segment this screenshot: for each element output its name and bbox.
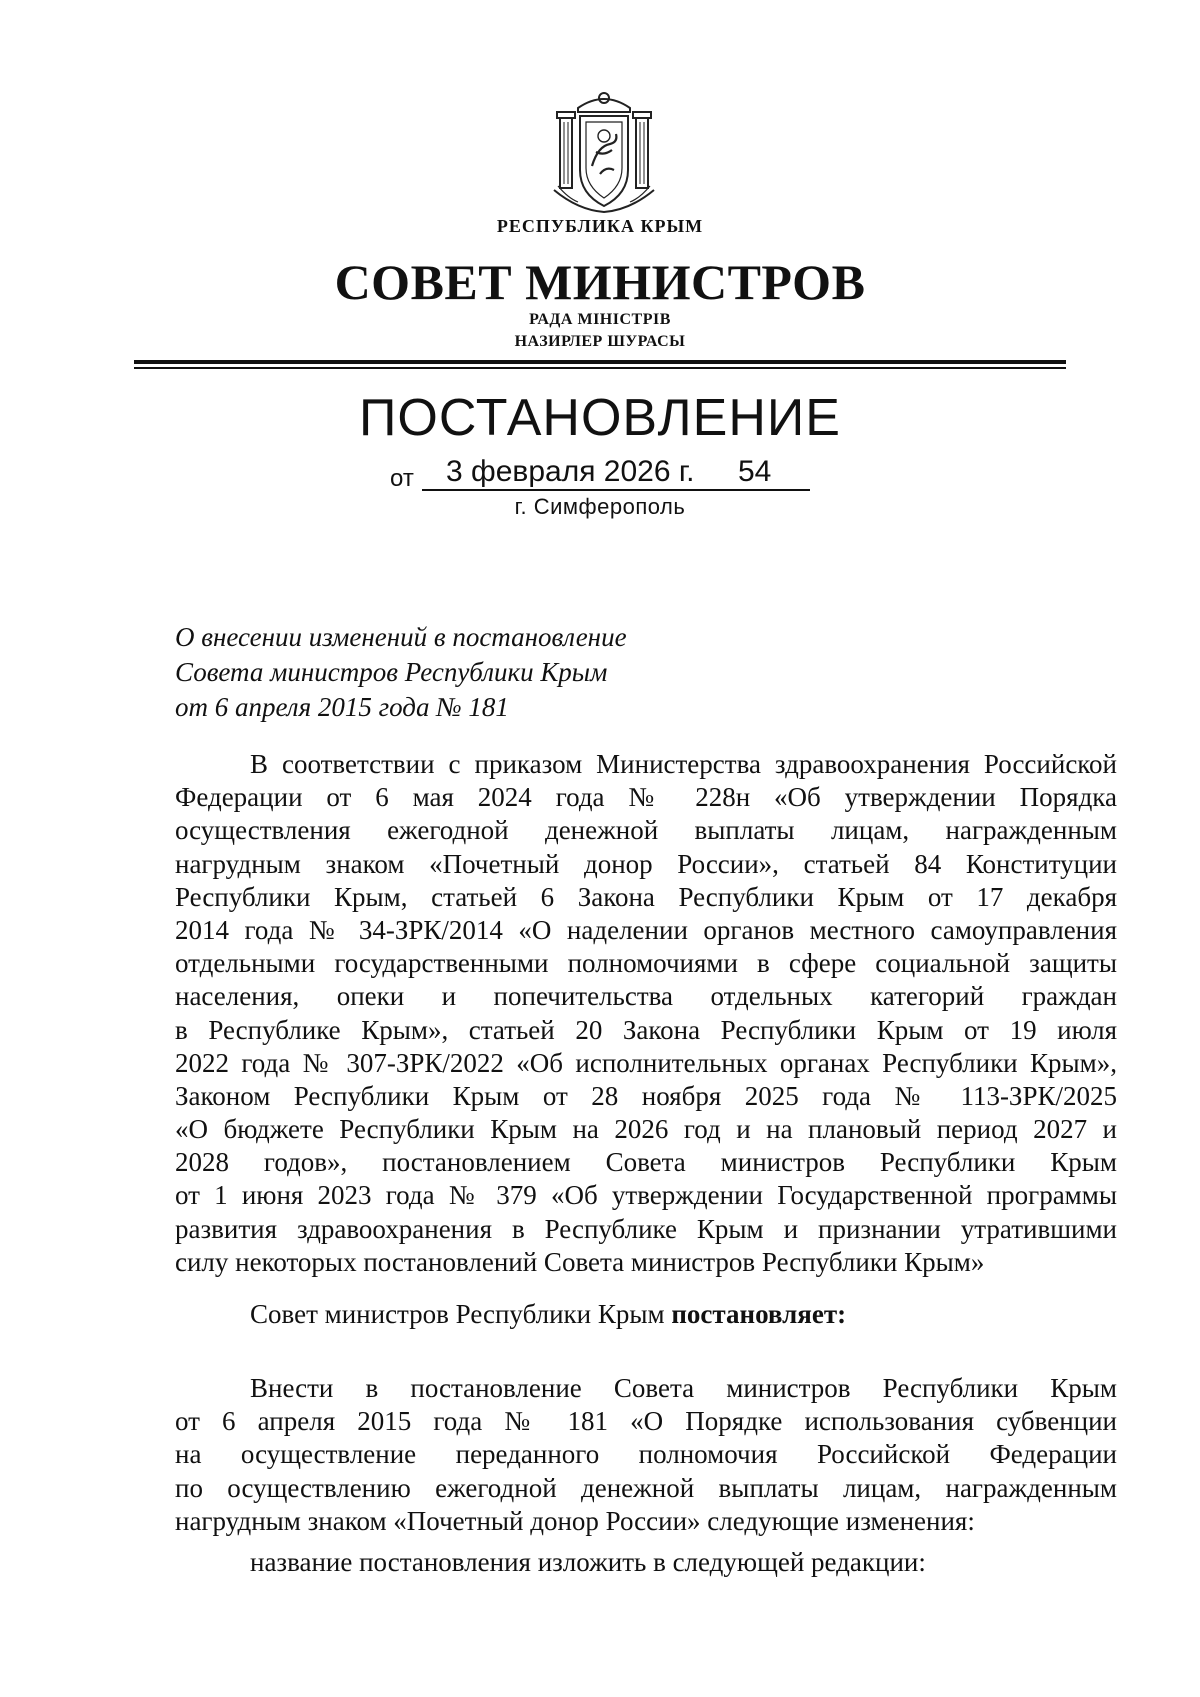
header-divider-thin (134, 367, 1066, 369)
text-line: Внести в постановление Совета министров Республики Крым (250, 1373, 1117, 1403)
text-line: осуществления ежегодной денежной выплаты лицам, награжденным (175, 815, 1117, 846)
date-underline (422, 489, 810, 491)
text-line: от 6 апреля 2015 года № 181 «О Порядке использования субвенции (175, 1406, 1117, 1437)
amendment-item: название постановления изложить в следующей редакции: (250, 1547, 926, 1577)
text-line: в Республике Крым», статьей 20 Закона Республики Крым от 19 июля (175, 1014, 1117, 1045)
text-line: силу некоторых постановлений Совета министров Республики Крым» (175, 1246, 985, 1277)
republic-name: РЕСПУБЛИКА КРЫМ (496, 216, 704, 236)
resolution-statement (175, 1298, 1117, 1331)
decree-date: 3 февраля 2026 г. (446, 455, 695, 488)
text-line: 2022 года № 307-ЗРК/2022 «Об исполнительных органах Республики Крым», (175, 1047, 1117, 1078)
text-line: В соответствии с приказом Министерства здравоохранения Российской (250, 749, 1117, 779)
crimea-coat-of-arms-icon (548, 86, 660, 214)
text-line: на осуществление переданного полномочия Российской Федерации (175, 1439, 1117, 1470)
council-title-crimean-tatar: НАЗИРЛЕР ШУРАСЫ (514, 333, 686, 350)
text-line: от 1 июня 2023 года № 379 «Об утверждении Государственной программы (175, 1180, 1117, 1211)
decree-city: г. Симферополь (514, 494, 686, 519)
text-line: Республики Крым, статьей 6 Закона Республики Крым от 17 декабря (175, 881, 1117, 912)
text-line: 2028 годов», постановлением Совета министров Республики Крым (175, 1147, 1117, 1178)
council-title: СОВЕТ МИНИСТРОВ (334, 254, 866, 310)
preamble-paragraph (175, 748, 1117, 1279)
text-line: по осуществлению ежегодной денежной выплаты лицам, награжденным (175, 1472, 1117, 1503)
text-line: населения, опеки и попечительства отдельных категорий граждан (175, 981, 1117, 1012)
text-line: развития здравоохранения в Республике Крым и признании утратившими (175, 1213, 1117, 1244)
text-line: отдельными государственными полномочиями в сфере социальной защиты (175, 948, 1117, 979)
decree-date-line (390, 455, 810, 491)
resolution-text: Совет министров Республики Крым (250, 1299, 672, 1329)
text-line: Законом Республики Крым от 28 ноября 2025 года № 113-ЗРК/2025 (175, 1080, 1117, 1111)
council-title-ukrainian: РАДА МІНІСТРІВ (529, 311, 671, 328)
text-line: нагрудным знаком «Почетный донор России» следующие изменения: (175, 1505, 975, 1536)
decree-subject (175, 620, 627, 725)
decree-number: 54 (738, 455, 772, 488)
resolution-keyword: постановляет: (671, 1299, 847, 1329)
header-divider-thick (134, 360, 1066, 364)
text-line: Федерации от 6 мая 2024 года № 228н «Об утверждении Порядка (175, 782, 1117, 813)
document-type-title: ПОСТАНОВЛЕНИЕ (359, 389, 841, 447)
text-line: 2014 года № 34-ЗРК/2014 «О наделении органов местного самоуправления (175, 914, 1117, 945)
subject-line: Совета министров Республики Крым (175, 657, 608, 687)
amendment-paragraph (175, 1372, 1117, 1538)
text-line: «О бюджете Республики Крым на 2026 год и на плановый период 2027 и (175, 1114, 1117, 1145)
subject-line: от 6 апреля 2015 года № 181 (175, 692, 509, 722)
text-line: нагрудным знаком «Почетный донор России», статьей 84 Конституции (175, 848, 1117, 879)
subject-line: О внесении изменений в постановление (175, 622, 627, 652)
date-prefix: от (390, 465, 414, 492)
